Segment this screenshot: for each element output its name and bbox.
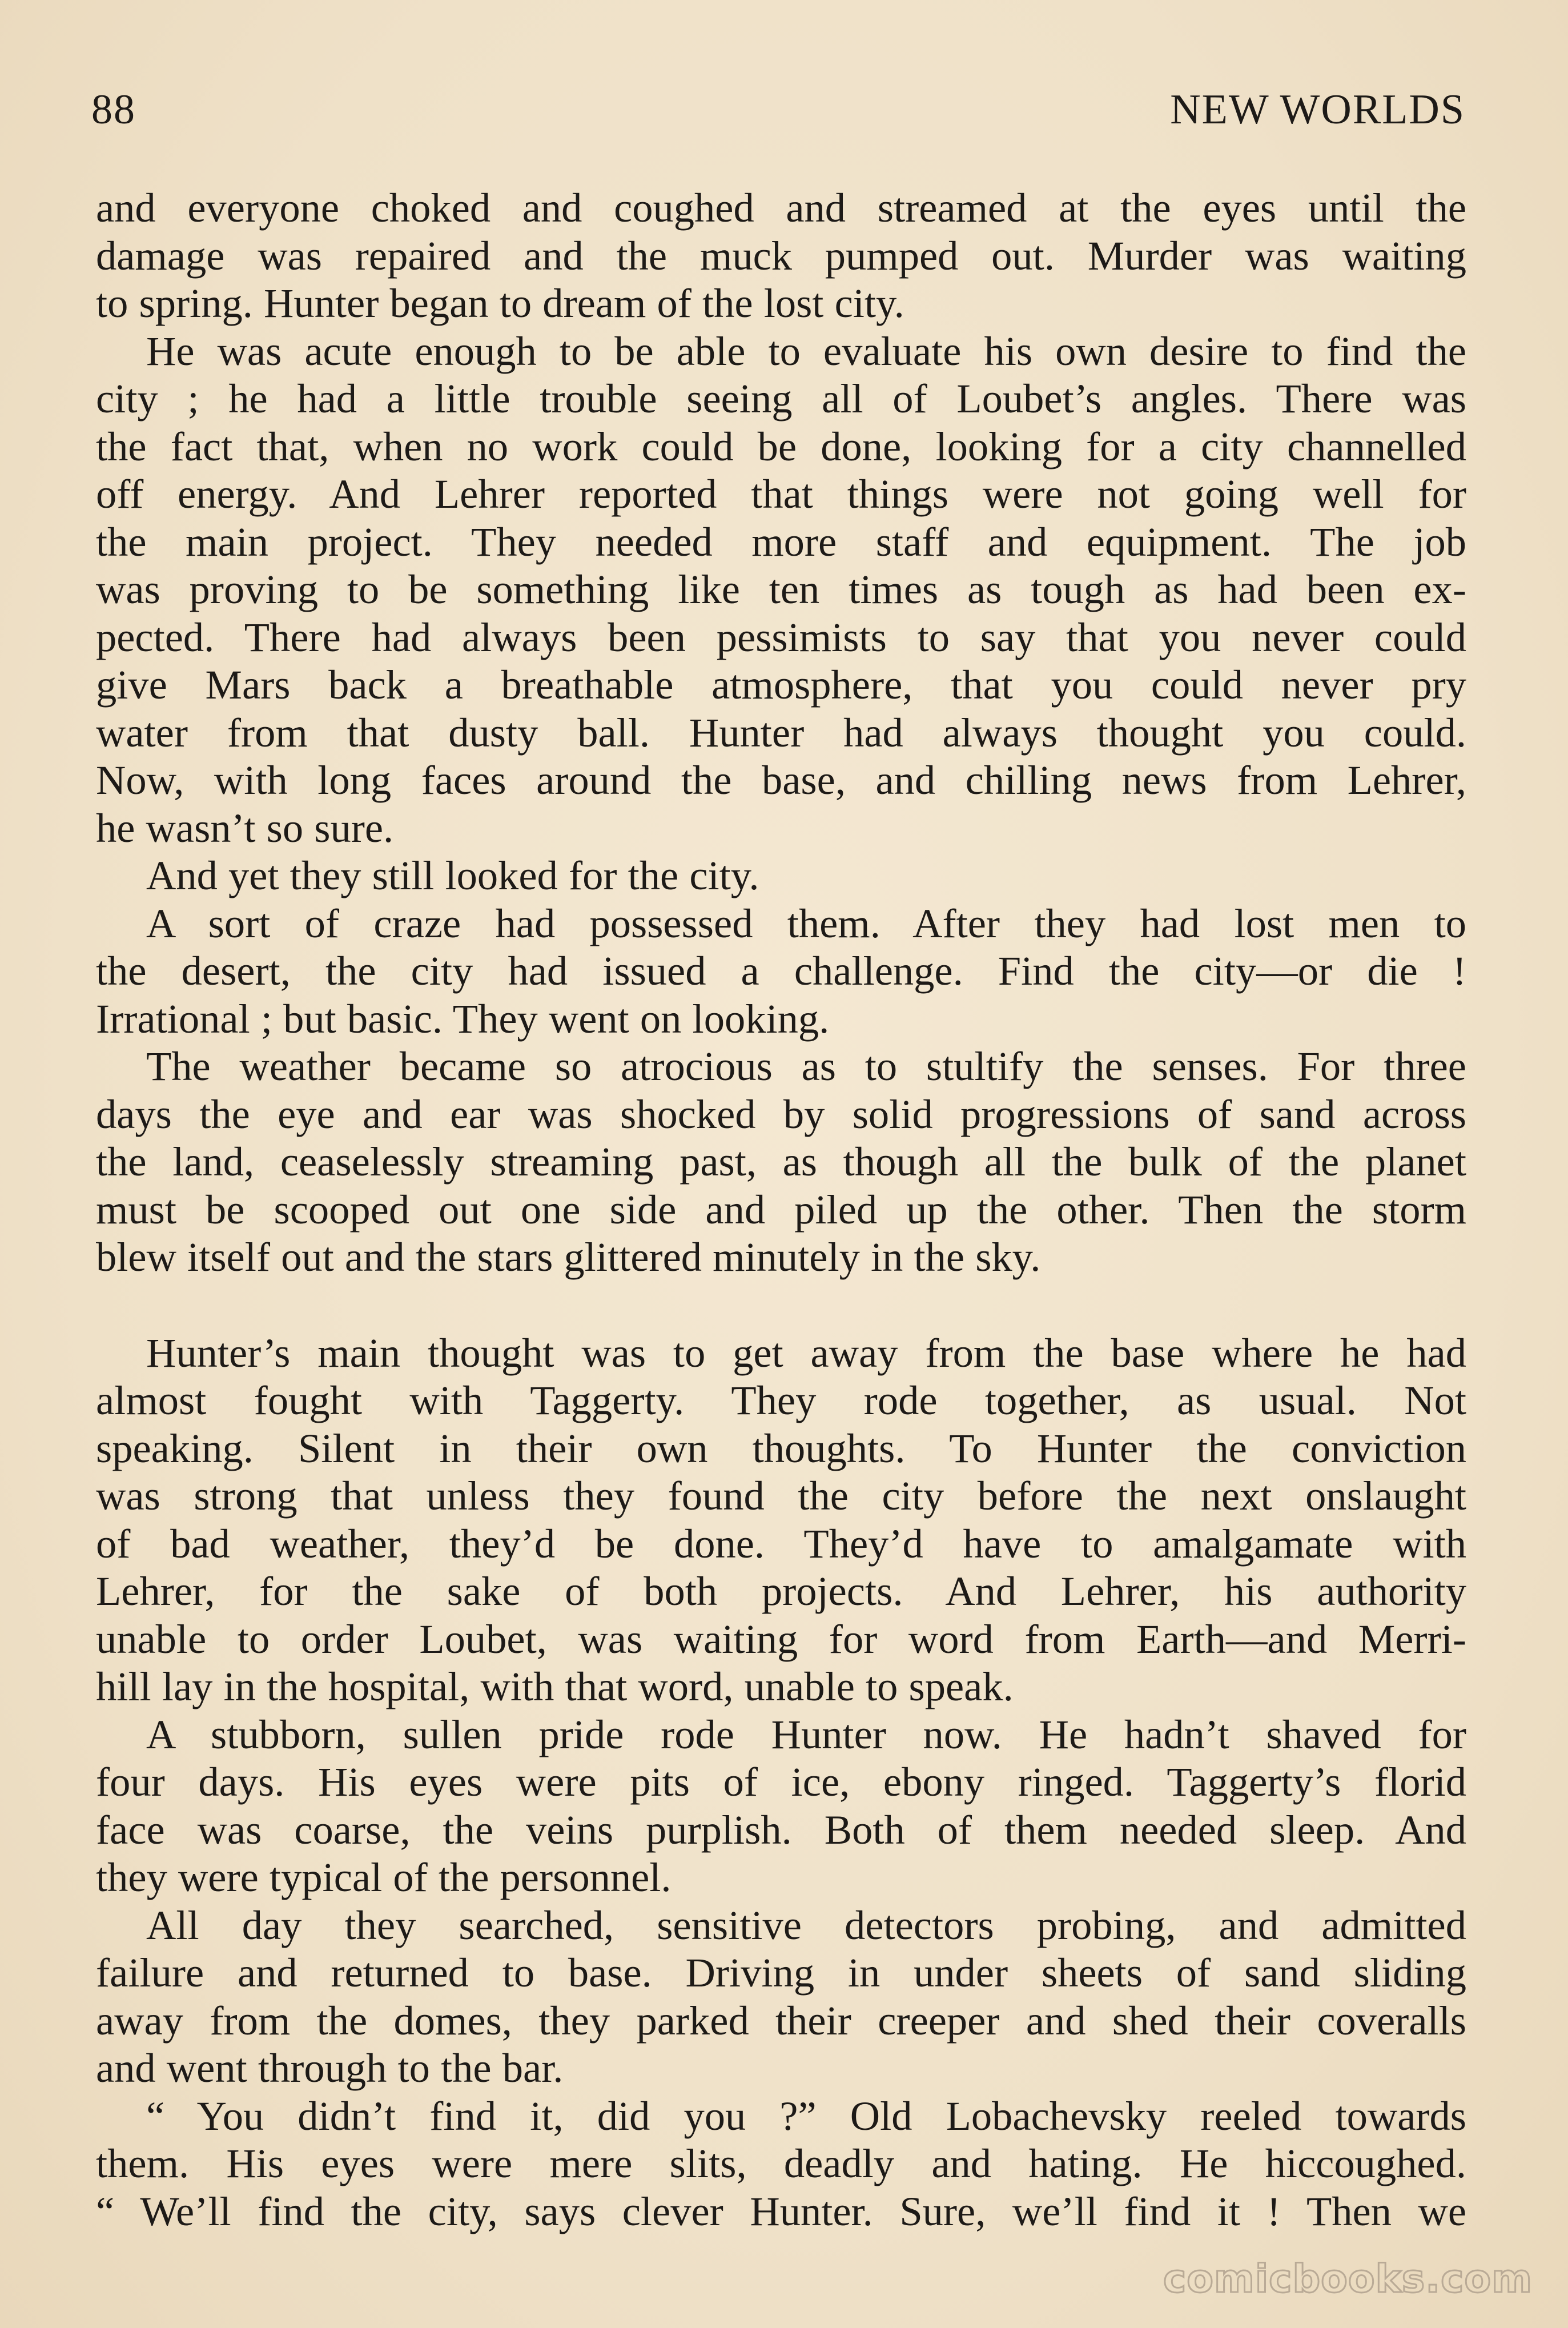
page-number: 88 (91, 86, 136, 133)
text-line: “ We’ll find the city, says clever Hunter. Sure, we’ll find it ! Then we (96, 2187, 1466, 2234)
text-line: to spring. Hunter began to dream of the lost city. (96, 280, 904, 326)
text-line: was strong that unless they found the city before the next onslaught (96, 1472, 1466, 1519)
text-line: and everyone choked and coughed and streamed at the eyes until the (96, 184, 1466, 231)
text-line: face was coarse, the veins purplish. Both of them needed sleep. And (96, 1806, 1466, 1853)
text-line: must be scooped out one side and piled up the other. Then the storm (96, 1186, 1466, 1233)
text-line: the land, ceaselessly streaming past, as though all the bulk of the planet (96, 1138, 1466, 1185)
text-line: All day they searched, sensitive detectors probing, and admitted (146, 1901, 1466, 1948)
text-line: days the eye and ear was shocked by solid progressions of sand across (96, 1090, 1466, 1137)
text-line: damage was repaired and the muck pumped out. Murder was waiting (96, 232, 1466, 279)
text-line: them. His eyes were mere slits, deadly and hating. He hiccoughed. (96, 2140, 1466, 2186)
text-line: “ You didn’t find it, did you ?” Old Lobachevsky reeled towards (146, 2092, 1466, 2139)
text-line: water from that dusty ball. Hunter had always thought you could. (96, 709, 1466, 756)
text-line: four days. His eyes were pits of ice, ebony ringed. Taggerty’s florid (96, 1759, 1466, 1805)
text-line: and went through to the bar. (96, 2045, 564, 2091)
text-line: hill lay in the hospital, with that word, unable to speak. (96, 1663, 1014, 1709)
paragraph (96, 2092, 1466, 2235)
text-line: he wasn’t so sure. (96, 804, 394, 851)
paragraph (96, 1711, 1466, 1901)
running-title: NEW WORLDS (1170, 86, 1465, 133)
paragraph (96, 852, 1466, 900)
text-line: the desert, the city had issued a challenge. Find the city—or die ! (96, 948, 1466, 994)
text-line: city ; he had a little trouble seeing all of Loubet’s angles. There was (96, 375, 1466, 422)
text-line: He was acute enough to be able to evaluate his own desire to find the (146, 327, 1466, 374)
text-line: The weather became so atrocious as to stultify the senses. For three (146, 1043, 1466, 1089)
paragraph (96, 184, 1466, 327)
section-break (96, 1281, 1466, 1329)
text-line: almost fought with Taggerty. They rode together, as usual. Not (96, 1377, 1466, 1423)
text-line: they were typical of the personnel. (96, 1854, 672, 1900)
paragraph (96, 1901, 1466, 2092)
text-line: A sort of craze had possessed them. After they had lost men to (146, 900, 1466, 946)
text-line: blew itself out and the stars glittered minutely in the sky. (96, 1234, 1041, 1280)
text-line: pected. There had always been pessimists to say that you never could (96, 613, 1466, 660)
text-line: A stubborn, sullen pride rode Hunter now. He hadn’t shaved for (146, 1711, 1466, 1757)
body-text (96, 184, 1466, 2235)
text-line: Hunter’s main thought was to get away from the base where he had (146, 1329, 1466, 1376)
text-line: And yet they still looked for the city. (146, 852, 759, 898)
page-header (91, 86, 1465, 143)
text-line: give Mars back a breathable atmosphere, that you could never pry (96, 661, 1466, 708)
text-line: Now, with long faces around the base, and chilling news from Lehrer, (96, 757, 1466, 803)
text-line: failure and returned to base. Driving in under sheets of sand sliding (96, 1949, 1466, 1996)
text-line: was proving to be something like ten times as tough as had been ex- (96, 566, 1466, 612)
text-line: speaking. Silent in their own thoughts. To Hunter the conviction (96, 1424, 1466, 1471)
text-line: away from the domes, they parked their creeper and shed their coveralls (96, 1997, 1466, 2044)
text-line: of bad weather, they’d be done. They’d have to amalgamate with (96, 1520, 1466, 1567)
text-line: unable to order Loubet, was waiting for word from Earth—and Merri- (96, 1615, 1466, 1662)
text-line: off energy. And Lehrer reported that things were not going well for (96, 471, 1466, 517)
text-line: the fact that, when no work could be done, looking for a city channelled (96, 423, 1466, 469)
paragraph (96, 327, 1466, 852)
text-line: Lehrer, for the sake of both projects. And Lehrer, his authority (96, 1568, 1466, 1614)
watermark: comicbooks.com (1163, 2257, 1533, 2302)
paragraph (96, 1042, 1466, 1281)
paragraph (96, 900, 1466, 1043)
text-line: the main project. They needed more staff and equipment. The job (96, 518, 1466, 565)
text-line: Irrational ; but basic. They went on looking. (96, 995, 830, 1042)
paragraph (96, 1329, 1466, 1711)
